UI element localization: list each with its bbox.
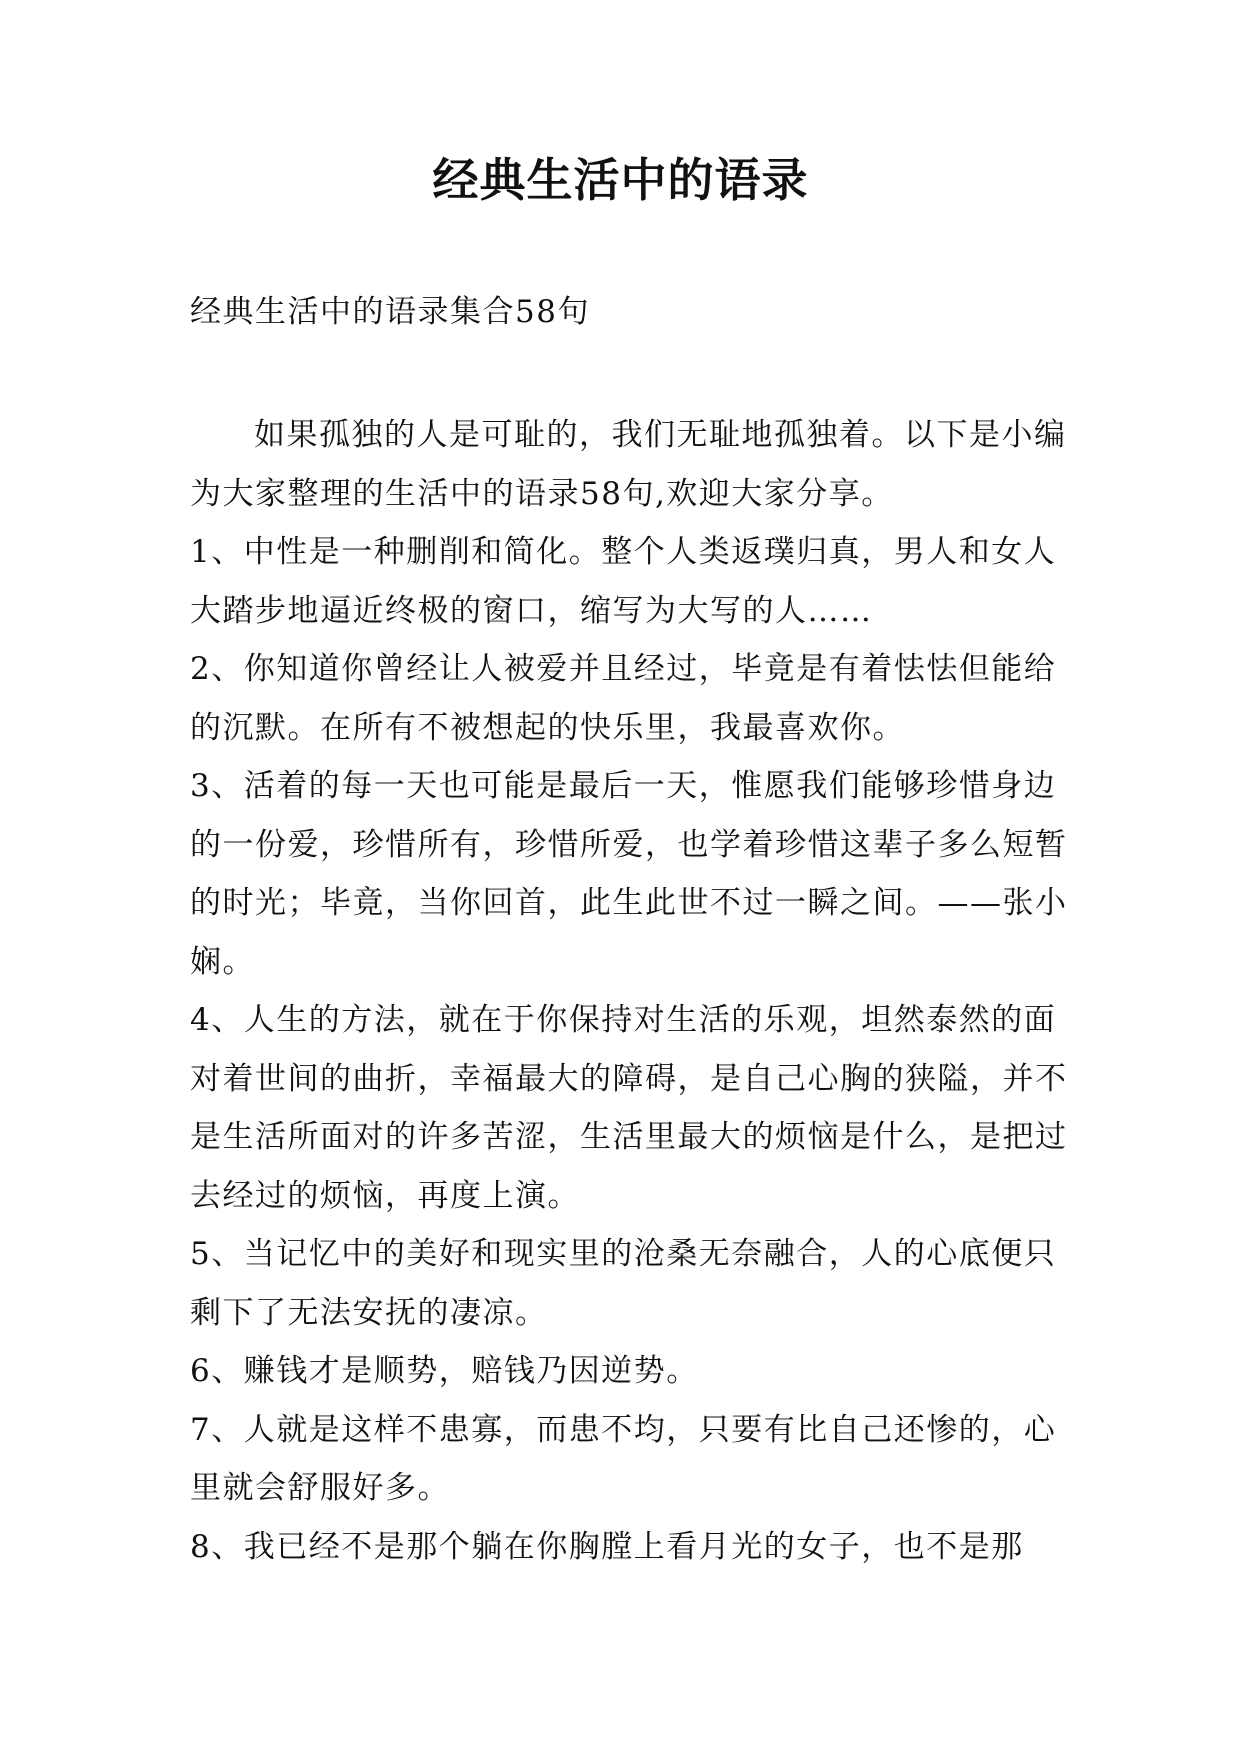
document-body: [190, 406, 1070, 1576]
intro-paragraph: 如果孤独的人是可耻的，我们无耻地孤独着。以下是小编为大家整理的生活中的语录58句,欢迎大家分享。: [190, 417, 1067, 512]
quote-paragraph: 2、你知道你曾经让人被爱并且经过，毕竟是有着怯怯但能给的沉默。在所有不被想起的快乐里，我最喜欢你。: [190, 651, 1057, 746]
quote-paragraph: 5、当记忆中的美好和现实里的沧桑无奈融合，人的心底便只剩下了无法安抚的凄凉。: [190, 1236, 1057, 1331]
document-title: 经典生活中的语录: [432, 153, 809, 207]
quote-paragraph: 8、我已经不是那个躺在你胸膛上看月光的女子，也不是那: [190, 1528, 1024, 1565]
quote-paragraph: 4、人生的方法，就在于你保持对生活的乐观，坦然泰然的面对着世间的曲折，幸福最大的障碍，是自己心胸的狭隘，并不是生活所面对的许多苦涩，生活里最大的烦恼是什么，是把过去经过的烦恼，再度上演。: [190, 1002, 1068, 1214]
quote-paragraph: 3、活着的每一天也可能是最后一天，惟愿我们能够珍惜身边的一份爱，珍惜所有，珍惜所爱，也学着珍惜这辈子多么短暂的时光；毕竟，当你回首，此生此世不过一瞬之间。——张小娴。: [190, 768, 1068, 980]
quote-paragraph: 7、人就是这样不患寡，而患不均，只要有比自己还惨的，心里就会舒服好多。: [190, 1411, 1057, 1506]
quote-paragraph: 6、赚钱才是顺势，赔钱乃因逆势。: [190, 1353, 699, 1389]
document-subtitle: 经典生活中的语录集合58句: [190, 294, 590, 330]
quote-paragraph: 1、中性是一种删削和简化。整个人类返璞归真，男人和女人大踏步地逼近终极的窗口，缩写为大写的人……: [190, 534, 1057, 629]
